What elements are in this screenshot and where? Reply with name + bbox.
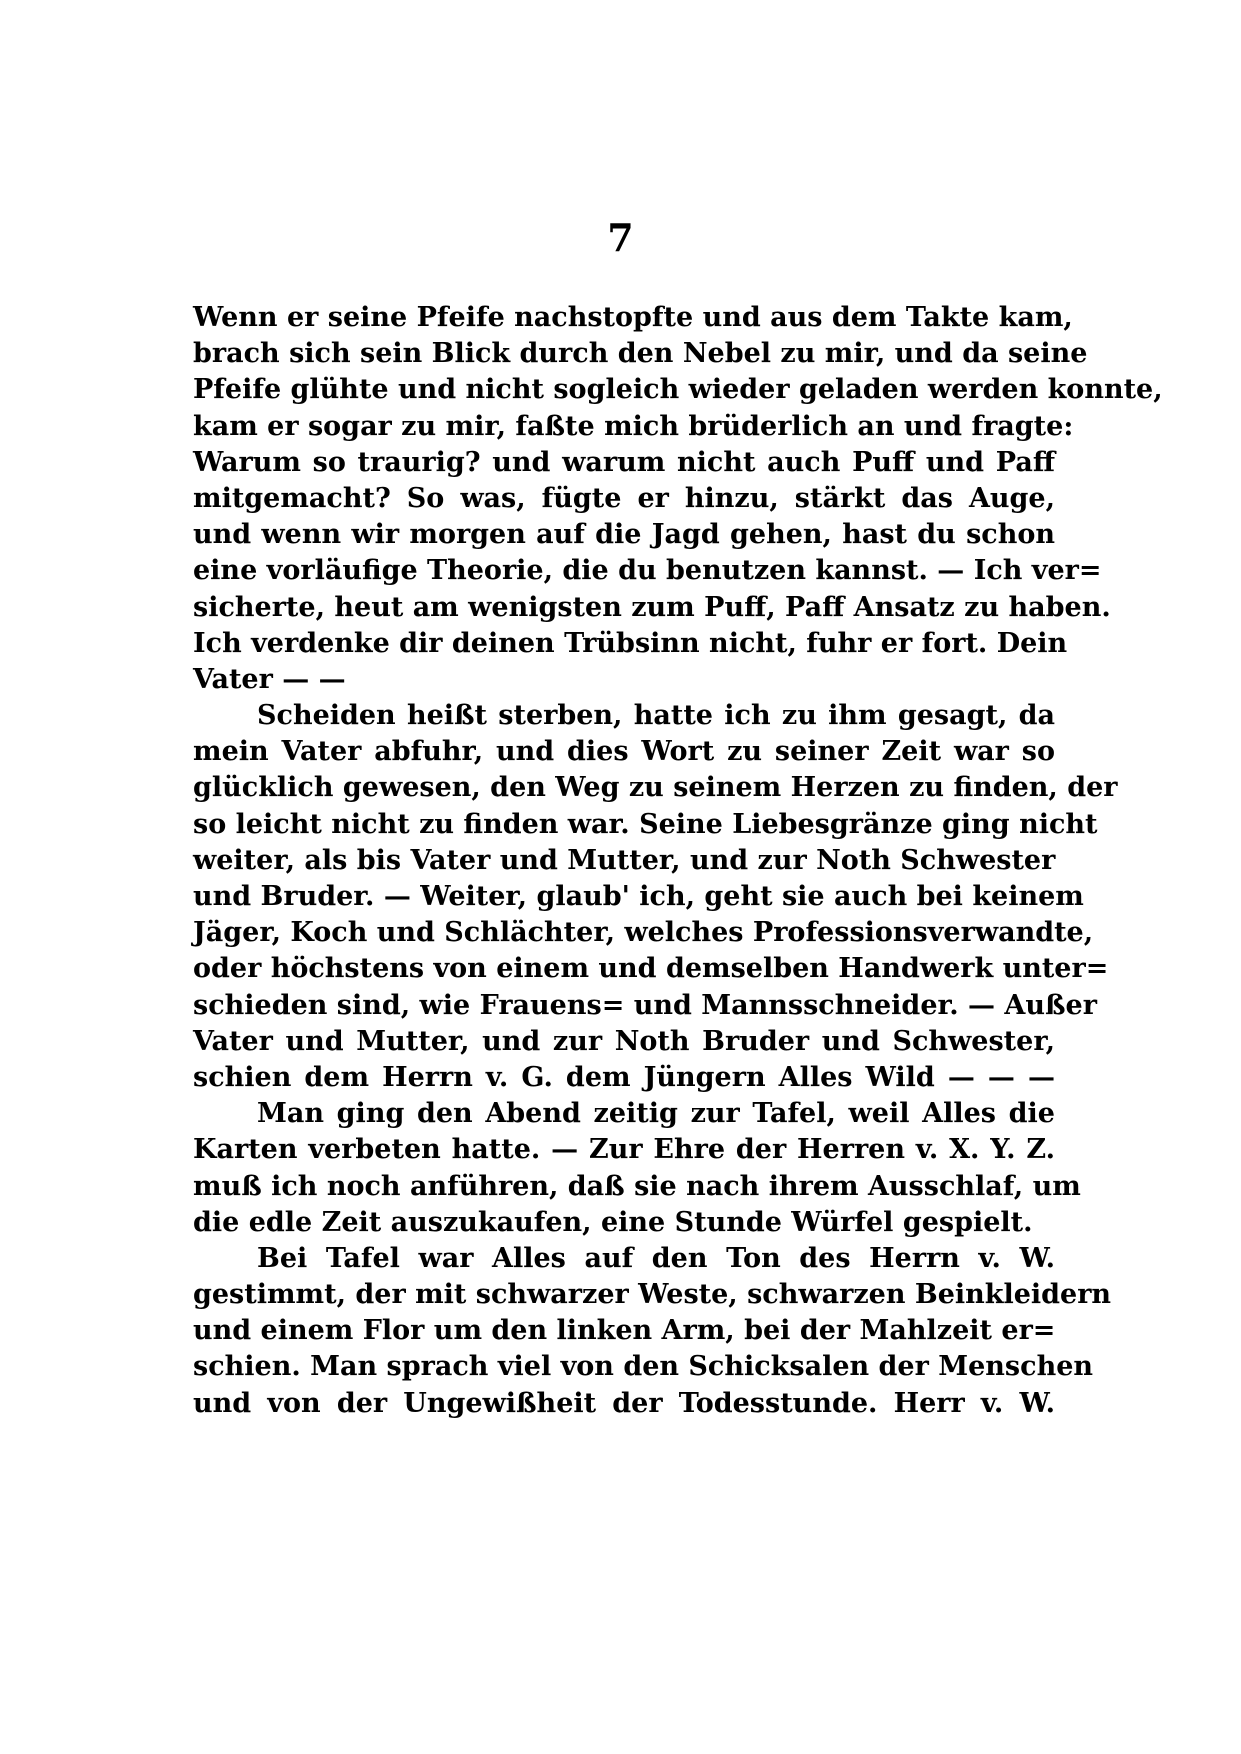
text-line: glücklich gewesen, den Weg zu seinem Herzen zu finden, der (193, 772, 1118, 804)
text-line: mitgemacht? So was, fügte er hinzu, stärkt das Auge, (193, 482, 1055, 514)
text-line: Wenn er seine Pfeife nachstopfte und aus dem Takte kam, (193, 302, 1073, 333)
text-line: und einem Flor um den linken Arm, bei der Mahlzeit er= (193, 1315, 1056, 1347)
text-line: Jäger, Koch und Schlächter, welches Professionsverwandte, (193, 917, 1094, 949)
text-line: mein Vater abfuhr, und dies Wort zu seiner Zeit war so (193, 736, 1055, 768)
text-line: Warum so traurig? und warum nicht auch Puff und Paff (193, 446, 1055, 478)
text-line: Man ging den Abend zeitig zur Tafel, weil Alles die (257, 1098, 1055, 1130)
text-line: und Bruder. — Weiter, glaub' ich, geht sie auch bei keinem (193, 881, 1084, 912)
text-line: und wenn wir morgen auf die Jagd gehen, hast du schon (193, 519, 1055, 551)
text-line: sicherte, heut am wenigsten zum Puff, Paff Ansatz zu haben. (193, 591, 1111, 623)
text-line: Scheiden heißt sterben, hatte ich zu ihm gesagt, da (257, 700, 1055, 732)
text-line: so leicht nicht zu finden war. Seine Liebesgränze ging nicht (193, 808, 1098, 840)
text-line: Bei Tafel war Alles auf den Ton des Herrn v. W. (257, 1242, 1055, 1274)
text-line: oder höchstens von einem und demselben Handwerk unter= (193, 953, 1109, 985)
text-line: Pfeife glühte und nicht sogleich wieder geladen werden konnte, (193, 374, 1163, 406)
text-line: weiter, als bis Vater und Mutter, und zur Noth Schwester (193, 844, 1056, 876)
text-line: kam er sogar zu mir, faßte mich brüderlich an und fragte: (193, 410, 1074, 442)
page-number: 7 (607, 215, 634, 260)
text-line: Vater und Mutter, und zur Noth Bruder und Schwester, (193, 1025, 1055, 1057)
text-line: eine vorläufige Theorie, die du benutzen kannst. — Ich ver= (193, 555, 1102, 587)
body-text (193, 300, 1163, 1422)
text-line: die edle Zeit auszukaufen, eine Stunde Würfel gespielt. (193, 1206, 1033, 1238)
text-line: brach sich sein Blick durch den Nebel zu mir, und da seine (193, 338, 1088, 370)
text-line: Karten verbeten hatte. — Zur Ehre der Herren v. X. Y. Z. (193, 1134, 1055, 1166)
text-line: schieden sind, wie Frauens= und Mannsschneider. — Außer (193, 989, 1097, 1021)
text-line: und von der Ungewißheit der Todesstunde. Herr v. W. (193, 1387, 1055, 1419)
text-line: muß ich noch anführen, daß sie nach ihrem Ausschlaf, um (193, 1170, 1081, 1202)
text-line: schien. Man sprach viel von den Schicksalen der Menschen (193, 1351, 1094, 1383)
text-line: gestimmt, der mit schwarzer Weste, schwarzen Beinkleidern (193, 1279, 1112, 1311)
text-line: schien dem Herrn v. G. dem Jüngern Alles Wild — — — (193, 1061, 1055, 1093)
text-line: Ich verdenke dir deinen Trübsinn nicht, fuhr er fort. Dein (193, 627, 1068, 659)
text-line: Vater — — (193, 663, 346, 695)
